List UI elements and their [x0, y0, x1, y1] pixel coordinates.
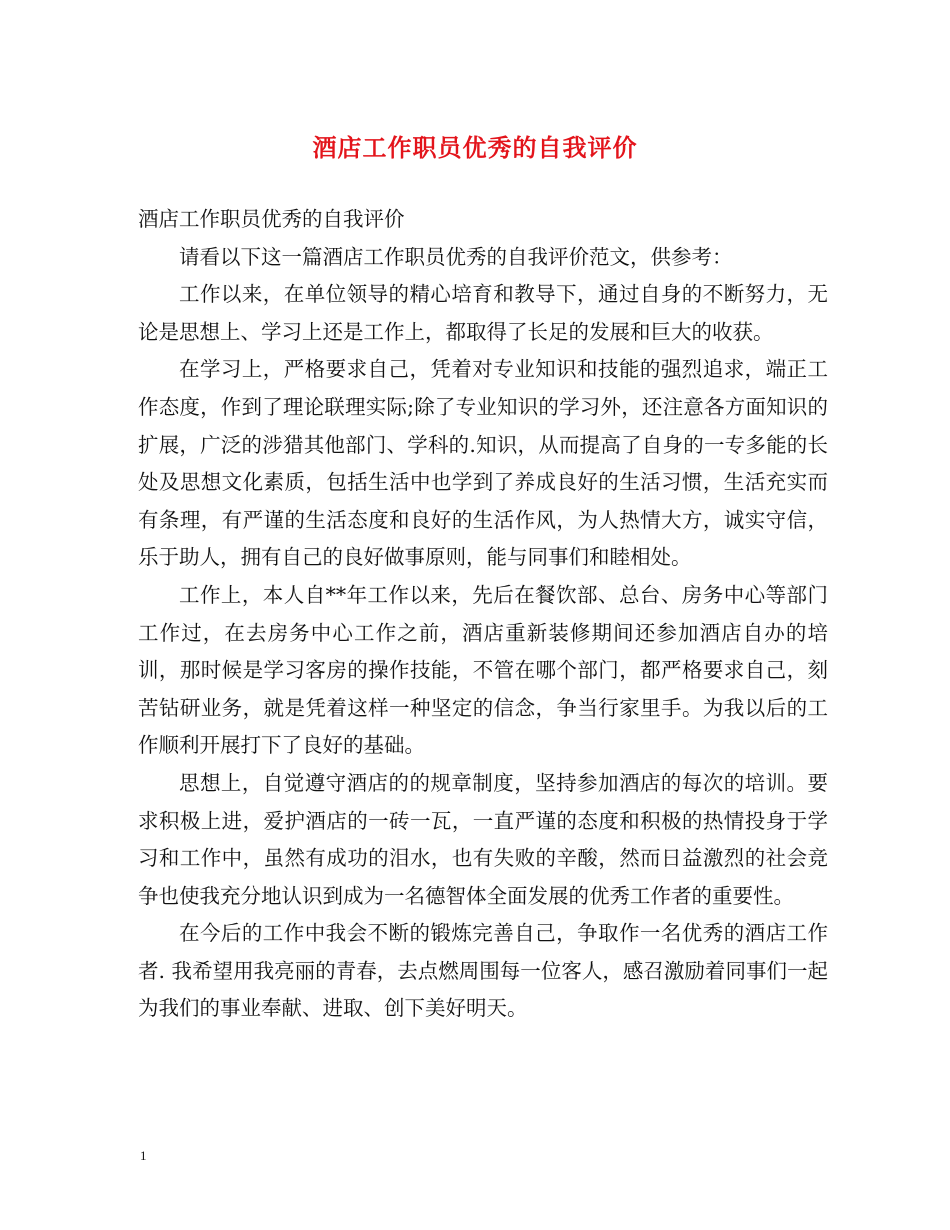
page-number: 1	[140, 1148, 147, 1163]
document-title: 酒店工作职员优秀的自我评价	[312, 133, 638, 162]
paragraph-intro: 请看以下这一篇酒店工作职员优秀的自我评价范文，供参考：	[179, 244, 733, 269]
paragraph-study: 在学习上，严格要求自己，凭着对专业知识和技能的强烈追求，端正工作态度，作到了理论联理实际;除了专业知识的学习外，还注意各方面知识的扩展，广泛的涉猎其他部门、学科的.知识，从而提高了自身的一专多能的长处及思想文化素质，包括生活中也学到了养成良好的生活习惯，生活充实而有条理，有严谨的生活态度和良好的生活作风，为人热情大方，诚实守信，乐于助人，拥有自己的良好做事原则，能与同事们和睦相处。	[138, 357, 828, 570]
paragraph-work: 工作上，本人自**年工作以来，先后在餐饮部、总台、房务中心等部门工作过，在去房务中心工作之前，酒店重新装修期间还参加酒店自办的培训，那时候是学习客房的操作技能，不管在哪个部门，都严格要求自己，刻苦钻研业务，就是凭着这样一种坚定的信念，争当行家里手。为我以后的工作顺利开展打下了良好的基础。	[138, 582, 828, 758]
paragraph-future: 在今后的工作中我会不断的锻炼完善自己，争取作一名优秀的酒店工作者. 我希望用我亮丽的青春，去点燃周围每一位客人，感召激励着同事们一起为我们的事业奉献、进取、创下美好明天。	[138, 921, 828, 1021]
paragraph-thought: 思想上，自觉遵守酒店的的规章制度，坚持参加酒店的每次的培训。要求积极上进，爱护酒店的一砖一瓦，一直严谨的态度和积极的热情投身于学习和工作中，虽然有成功的泪水，也有失败的辛酸，然而日益激烈的社会竞争也使我充分地认识到成为一名德智体全面发展的优秀工作者的重要性。	[138, 770, 828, 908]
document-body	[138, 201, 828, 1028]
document-subtitle: 酒店工作职员优秀的自我评价	[138, 207, 405, 231]
paragraph-overview: 工作以来，在单位领导的精心培育和教导下，通过自身的不断努力，无论是思想上、学习上还是工作上，都取得了长足的发展和巨大的收获。	[138, 282, 828, 344]
